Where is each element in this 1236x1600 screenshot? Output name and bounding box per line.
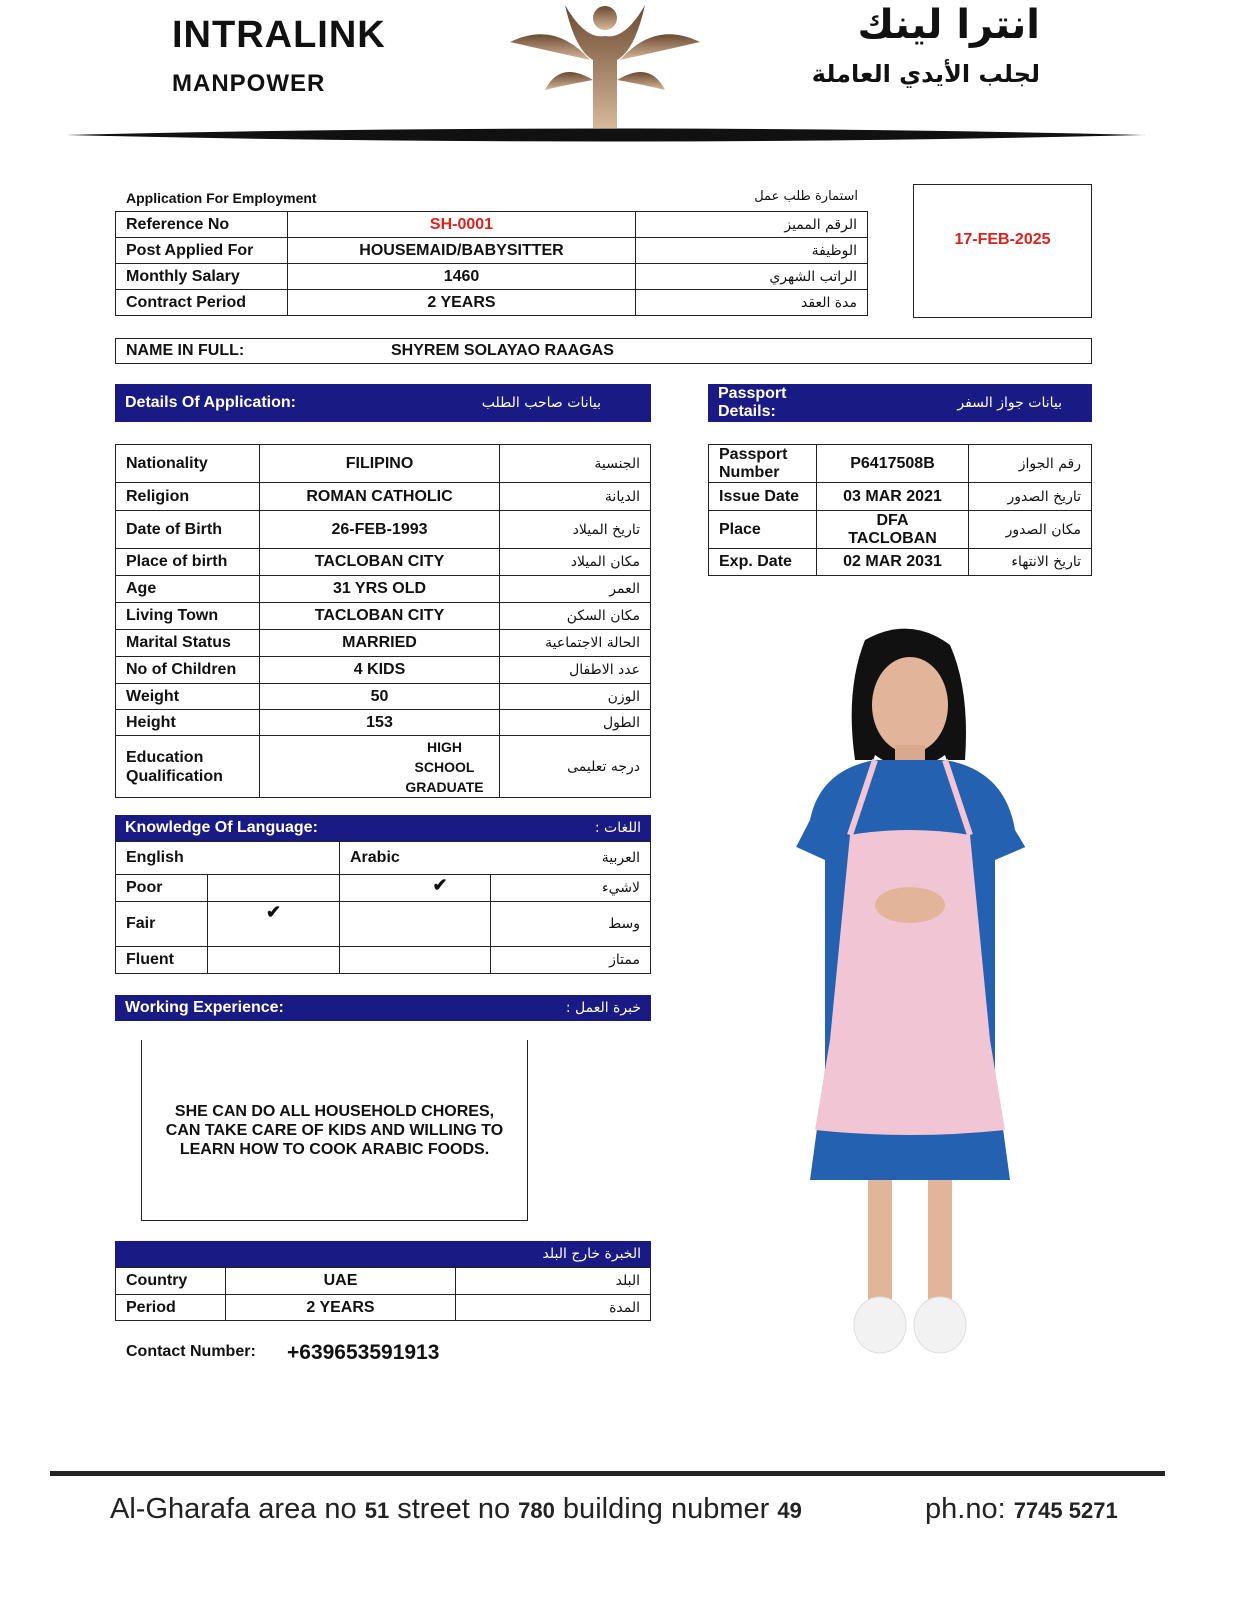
details-title: Details Of Application: <box>125 394 296 411</box>
table-row <box>116 875 651 902</box>
row-label-ar: الديانة <box>500 483 651 511</box>
abroad-header <box>115 1241 651 1267</box>
address-text: street no <box>389 1493 519 1525</box>
row-label: Monthly Salary <box>116 264 288 290</box>
row-label: Weight <box>116 684 260 710</box>
row-value: 4 KIDS <box>260 657 500 684</box>
row-label-ar: الراتب الشهري <box>636 264 868 290</box>
row-value: 2 YEARS <box>288 290 636 316</box>
row-label: Post Applied For <box>116 238 288 264</box>
row-value: HOUSEMAID/BABYSITTER <box>288 238 636 264</box>
english-header: English <box>116 842 340 875</box>
language-title-ar: اللغات : <box>594 820 641 836</box>
row-label: Nationality <box>116 445 260 483</box>
row-value: 50 <box>260 684 500 710</box>
level-label-ar: وسط <box>491 902 651 947</box>
education-label-line: Qualification <box>126 767 223 785</box>
level-label: Fluent <box>116 947 208 974</box>
row-label: Period <box>116 1295 226 1321</box>
issue-place-line: TACLOBAN <box>848 529 937 547</box>
footer-divider <box>50 1471 1165 1476</box>
address-text: Al-Gharafa area no <box>110 1493 365 1525</box>
full-name-box <box>115 338 1092 364</box>
row-label-ar: الحالة الاجتماعية <box>500 630 651 657</box>
row-label-ar: الوزن <box>500 684 651 710</box>
row-label-ar: مكان السكن <box>500 603 651 630</box>
row-label-ar: رقم الجواز <box>969 445 1092 483</box>
brand-ar-sub: لجلب الأيدي العاملة <box>811 60 1040 88</box>
row-label: Living Town <box>116 603 260 630</box>
issue-place-line: DFA <box>876 511 909 529</box>
row-label: Religion <box>116 483 260 511</box>
table-row <box>116 212 868 238</box>
row-value: 31 YRS OLD <box>260 576 500 603</box>
row-label <box>709 445 817 483</box>
table-row <box>116 264 868 290</box>
education-value-line: GRADUATE <box>405 778 484 795</box>
row-label: Exp. Date <box>709 549 817 576</box>
arabic-header: Arabic <box>340 842 491 875</box>
row-label: Age <box>116 576 260 603</box>
application-table <box>115 211 868 316</box>
row-value: 26-FEB-1993 <box>260 511 500 549</box>
row-label-ar: المدة <box>456 1295 651 1321</box>
table-row <box>116 947 651 974</box>
table-row <box>709 445 1092 483</box>
application-title: Application For Employment <box>126 190 317 206</box>
language-table <box>115 841 651 974</box>
row-label-ar: عدد الاطفال <box>500 657 651 684</box>
full-name-label: NAME IN FULL: <box>126 342 245 359</box>
row-label: Country <box>116 1268 226 1295</box>
experience-text-line: SHE CAN DO ALL HOUSEHOLD CHORES, <box>174 1102 495 1120</box>
experience-text-line: CAN TAKE CARE OF KIDS AND WILLING TO <box>165 1121 504 1139</box>
row-label-ar: تاريخ الصدور <box>969 483 1092 511</box>
english-poor-check <box>208 875 340 902</box>
table-row <box>116 290 868 316</box>
row-label: No of Children <box>116 657 260 684</box>
level-label: Fair <box>116 902 208 947</box>
education-value <box>260 736 500 798</box>
table-row <box>116 511 651 549</box>
brand-en-sub: MANPOWER <box>172 70 326 97</box>
footer-phone <box>925 1493 1118 1526</box>
brand-en: INTRALINK <box>172 14 386 56</box>
row-label-ar: مكان الصدور <box>969 511 1092 549</box>
contact-number: +639653591913 <box>287 1341 440 1364</box>
company-logo-icon <box>505 0 705 132</box>
arabic-header-ar: العربية <box>491 842 651 875</box>
education-label <box>116 736 260 798</box>
address-number: 49 <box>777 1498 802 1523</box>
table-row <box>116 603 651 630</box>
english-fair-check: ✔ <box>208 902 340 947</box>
row-label-ar: تاريخ الانتهاء <box>969 549 1092 576</box>
footer-address <box>110 1493 802 1526</box>
row-label-ar: الطول <box>500 710 651 736</box>
row-value: 153 <box>260 710 500 736</box>
details-table <box>115 444 651 798</box>
table-row <box>116 842 651 875</box>
brand-ar: انترا لينك <box>857 2 1040 48</box>
passport-title-line: Passport <box>718 385 787 402</box>
row-label-ar: الوظيفة <box>636 238 868 264</box>
application-date: 17-FEB-2025 <box>954 231 1051 248</box>
address-number: 780 <box>518 1498 555 1523</box>
header-divider <box>66 126 1146 144</box>
row-value: ROMAN CATHOLIC <box>260 483 500 511</box>
period-value: 2 YEARS <box>226 1295 456 1321</box>
arabic-poor-check: ✔ <box>340 875 491 902</box>
row-label-ar: مكان الميلاد <box>500 549 651 576</box>
issue-date: 03 MAR 2021 <box>817 483 969 511</box>
table-row <box>116 684 651 710</box>
table-row <box>116 445 651 483</box>
row-label-ar: العمر <box>500 576 651 603</box>
applicant-photo <box>780 620 1040 1360</box>
application-title-ar: استمارة طلب عمل <box>754 189 858 204</box>
row-value: TACLOBAN CITY <box>260 603 500 630</box>
abroad-table <box>115 1267 651 1321</box>
experience-header <box>115 995 651 1021</box>
row-label-ar: الجنسية <box>500 445 651 483</box>
table-row <box>709 549 1092 576</box>
row-label-ar: الرقم المميز <box>636 212 868 238</box>
address-text: building nubmer <box>554 1493 778 1525</box>
level-label-ar: ممتاز <box>491 947 651 974</box>
table-row <box>709 483 1092 511</box>
row-label: Height <box>116 710 260 736</box>
table-row <box>116 1295 651 1321</box>
passport-number: P6417508B <box>817 445 969 483</box>
experience-title: Working Experience: <box>125 999 284 1016</box>
table-row <box>116 238 868 264</box>
education-label-line: Education <box>126 748 204 766</box>
row-label: Marital Status <box>116 630 260 657</box>
table-row <box>116 657 651 684</box>
passport-title-ar: بيانات جواز السفر <box>957 395 1062 411</box>
arabic-fluent-check <box>340 947 491 974</box>
row-value: TACLOBAN CITY <box>260 549 500 576</box>
issue-place <box>817 511 969 549</box>
english-fluent-check <box>208 947 340 974</box>
table-row <box>116 549 651 576</box>
row-label: Contract Period <box>116 290 288 316</box>
row-label: Reference No <box>116 212 288 238</box>
level-label: Poor <box>116 875 208 902</box>
contact-label: Contact Number: <box>126 1343 256 1360</box>
language-title: Knowledge Of Language: <box>125 819 318 836</box>
experience-text-line: LEARN HOW TO COOK ARABIC FOODS. <box>179 1140 490 1158</box>
table-row <box>709 511 1092 549</box>
phone-number: 7745 5271 <box>1013 1498 1118 1523</box>
education-value-line: SCHOOL <box>414 758 475 775</box>
table-row <box>116 710 651 736</box>
table-row <box>116 902 651 947</box>
abroad-title-ar: الخبرة خارج البلد <box>542 1246 641 1262</box>
education-value-line: HIGH <box>427 738 462 755</box>
row-label: Issue Date <box>709 483 817 511</box>
experience-title-ar: خبرة العمل : <box>565 1000 641 1016</box>
passport-header <box>708 384 1092 422</box>
passport-table <box>708 444 1092 576</box>
education-label-ar: درجه تعليمى <box>500 736 651 798</box>
address-number: 51 <box>364 1498 390 1523</box>
row-label: Place <box>709 511 817 549</box>
expiry-date: 02 MAR 2031 <box>817 549 969 576</box>
row-value: MARRIED <box>260 630 500 657</box>
level-label-ar: لاشيء <box>491 875 651 902</box>
phone-label: ph.no: <box>925 1493 1014 1525</box>
row-label: Date of Birth <box>116 511 260 549</box>
country-value: UAE <box>226 1268 456 1295</box>
language-header <box>115 815 651 841</box>
date-box <box>913 184 1092 318</box>
row-label-line: Passport <box>719 445 788 463</box>
row-value: 1460 <box>288 264 636 290</box>
reference-value: SH-0001 <box>288 212 636 238</box>
table-row <box>116 576 651 603</box>
row-label-line: Number <box>719 463 780 481</box>
arabic-fair-check <box>340 902 491 947</box>
details-header <box>115 384 651 422</box>
experience-box <box>141 1040 528 1221</box>
full-name-value: SHYREM SOLAYAO RAAGAS <box>391 342 614 359</box>
table-row <box>116 630 651 657</box>
table-row <box>116 1268 651 1295</box>
row-label-ar: البلد <box>456 1268 651 1295</box>
table-row <box>116 483 651 511</box>
row-label: Place of birth <box>116 549 260 576</box>
row-label-ar: تاريخ الميلاد <box>500 511 651 549</box>
row-label-ar: مدة العقد <box>636 290 868 316</box>
row-value: FILIPINO <box>260 445 500 483</box>
details-title-ar: بيانات صاحب الطلب <box>481 395 601 411</box>
passport-title <box>718 385 786 421</box>
table-row <box>116 736 651 798</box>
passport-title-line: Details: <box>718 403 776 420</box>
